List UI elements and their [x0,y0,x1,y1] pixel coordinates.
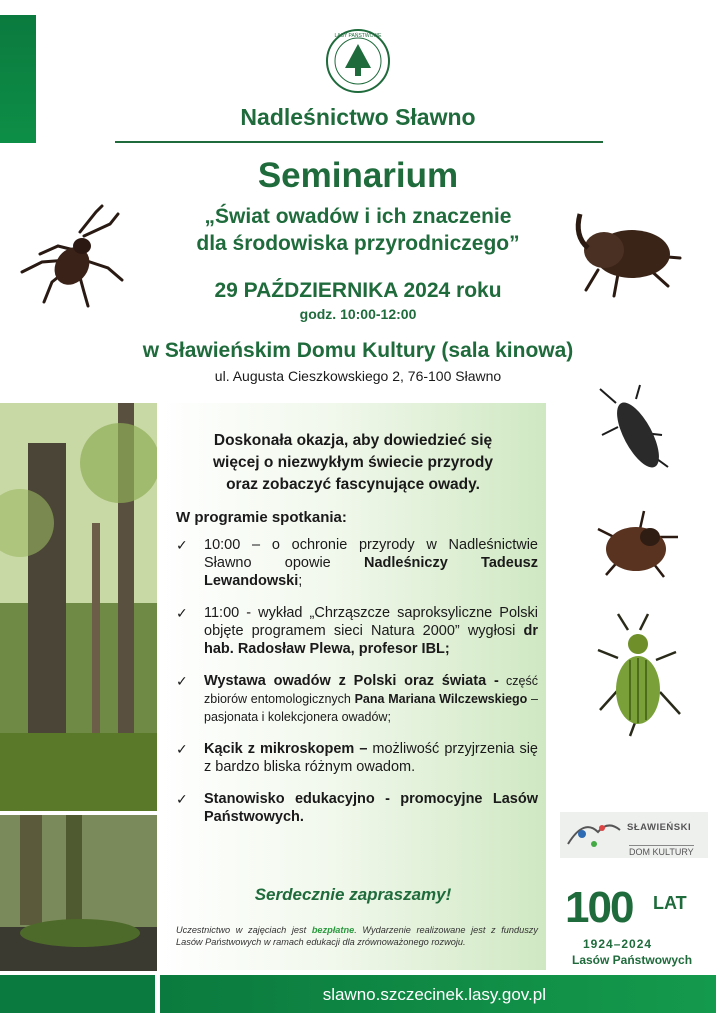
sdk-logo-line-2: DOM KULTURY [629,847,694,857]
checkmark-icon: ✓ [176,741,188,757]
green-ground-beetle-image [590,610,686,738]
checkmark-icon: ✓ [176,791,188,807]
anniversary-org: Lasów Państwowych [572,953,693,967]
lead-line-3: oraz zobaczyć fascynujące owady. [226,476,480,493]
seminar-subtitle [150,203,566,257]
subtitle-line-2: dla środowiska przyrodniczego” [196,232,520,255]
event-hours: godz. 10:00-12:00 [299,306,417,322]
list-item: ✓ 11:00 - wykład „Chrząszcze saproksyliczne Polski objęte programem sieci Natura 2000” wygłosi dr hab. Radosław Plewa, profesor IBL; [176,605,538,657]
list-item: ✓ 10:00 – o ochronie przyrody w Nadleśnictwie Sławno opowie Nadleśniczy Tadeusz Lewandowski; [176,537,538,589]
click-beetle-image [596,383,674,475]
title-divider [115,141,603,143]
list-item: ✓ Wystawa owadów z Polski oraz świata - część zbiorów entomologicznych Pana Mariana Wilczewskiego – pasjonata i kolekcjonera owadów; [176,673,538,724]
sdk-logo-line-1: SŁAWIEŃSKI [627,822,692,833]
list-item: ✓ Stanowisko edukacyjno - promocyjne Lasów Państwowych. [176,791,538,825]
anniversary-number: 100 [565,883,633,932]
footer-bar-left [0,975,155,1013]
checkmark-icon: ✓ [176,537,188,553]
sdk-logo-icon [564,814,624,856]
rhinoceros-beetle-image [568,210,686,298]
event-address: ul. Augusta Cieszkowskiego 2, 76-100 Sławno [214,368,502,384]
checkmark-icon: ✓ [176,673,188,689]
program-heading: W programie spotkania: [176,509,347,526]
lead-line-1: Doskonała okazja, aby dowiedzieć się [213,432,493,449]
forest-photo-top [0,403,157,811]
anniversary-lat: LAT [653,893,687,913]
invitation-text: Serdecznie zapraszamy! [254,885,452,904]
organization-name: Nadleśnictwo Sławno [240,104,476,130]
lead-line-2: więcej o niezwykłym świecie przyrody [213,454,493,471]
event-date: 29 PAŹDZIERNIKA 2024 roku [214,279,502,302]
stag-beetle-image [18,202,134,310]
lasy-panstwowe-logo-icon [325,28,391,94]
forest-stream-photo [0,815,157,971]
website-link[interactable]: slawno.szczecinek.lasy.gov.pl [322,985,546,1004]
lead-text [176,430,530,496]
list-item: ✓ Kącik z mikroskopem – możliwość przyjrzenia się z bardzo bliska różnym owadom. [176,741,538,775]
page-title: Seminarium [257,156,459,195]
checkmark-icon: ✓ [176,605,188,621]
subtitle-line-1: „Świat owadów i ich znaczenie [204,205,512,228]
participation-note: Uczestnictwo w zajęciach jest bezpłatne. Wydarzenie realizowane jest z funduszy Lasów Państwowych w ramach edukacji dla zrównoważonego rozwoju. [176,925,538,947]
program-list [176,536,538,840]
event-venue: w Sławieńskim Domu Kultury (sala kinowa) [142,339,574,362]
anniversary-years: 1924–2024 [583,937,653,951]
svg-text:LASY PAŃSTWOWE: LASY PAŃSTWOWE [334,33,382,39]
brown-beetle-image [590,507,682,587]
